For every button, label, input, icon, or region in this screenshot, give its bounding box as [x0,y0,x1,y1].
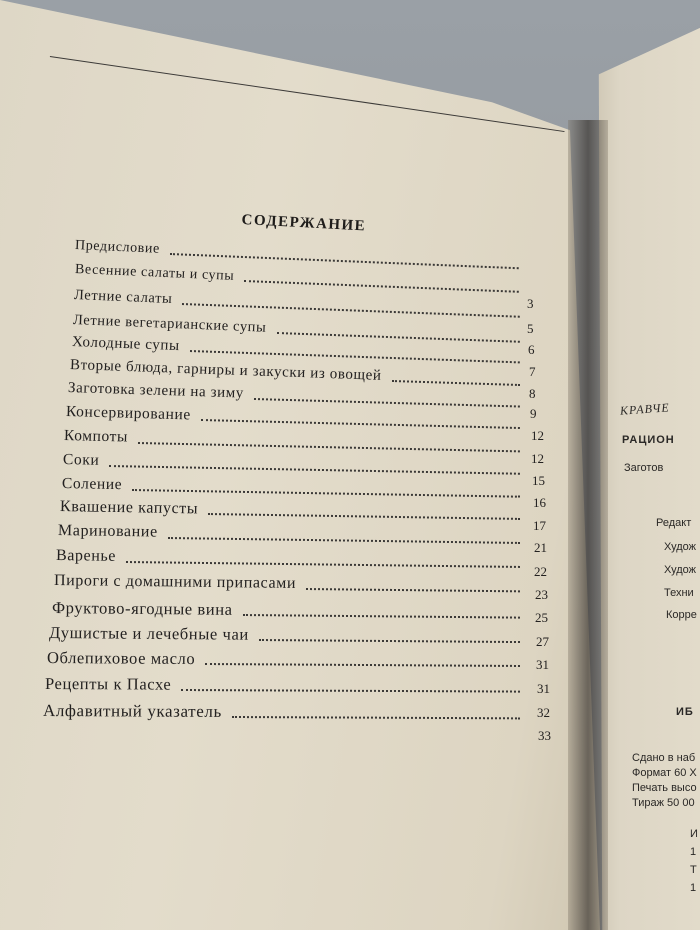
credit-line: Редакт [656,517,692,529]
ib-mark: ИБ [676,706,694,718]
toc-entry-title: Алфавитный указатель [42,701,222,721]
toc-dot-leader [181,689,520,693]
credit-line: Худож [664,564,697,576]
toc-entry-page: 22 [534,564,547,579]
toc-entry-title: Фруктово-ягодные вина [51,598,233,619]
toc-entry-page: 32 [537,705,550,720]
toc-dot-leader [392,380,520,386]
toc-entry-title: Варенье [55,547,117,565]
imprint-tail: 1 [690,882,697,894]
toc-entry-page: 3 [527,296,534,311]
toc-dot-leader [170,253,519,269]
credit-line: Корре [666,609,697,621]
toc-dot-leader [182,303,520,318]
credit-line: Техни [664,587,694,599]
toc-dot-leader [208,513,520,520]
toc-dot-leader [277,332,520,343]
toc-dot-leader [126,561,520,568]
toc-entry-page: 17 [533,518,546,533]
toc-entry-page: 31 [537,681,550,696]
toc-entry-page: 23 [535,587,548,602]
author-name-fragment: КРАВЧЕ [619,400,671,418]
toc-entry-page: 12 [531,428,544,443]
toc-entry-title: Облепиховое масло [46,648,196,669]
toc-entry-title: Заготовка зелени на зиму [67,380,245,402]
toc-dot-leader [244,280,519,293]
contents-heading: СОДЕРЖАНИЕ [241,212,367,235]
toc-entry-page: 27 [536,634,549,649]
toc-entry-page: 21 [534,540,547,555]
toc-entry-title: Весенние салаты и супы [74,262,235,284]
toc-entry-title: Душистые и лечебные чаи [48,623,249,644]
book-subtitle-fragment: Заготов [624,462,664,474]
toc-dot-leader [132,489,520,498]
imprint-line: Тираж 50 00 [632,797,695,809]
toc-entry-page: 9 [530,406,537,421]
toc-entry-page: 31 [536,657,549,672]
toc-dot-leader [138,442,520,452]
toc-entry-title: Вторые блюда, гарниры и закуски из овощей [69,357,382,384]
toc-entry-title: Летние вегетарианские супы [72,312,267,336]
toc-dot-leader [109,465,520,475]
imprint-line: Формат 60 Х [632,767,697,779]
toc-dot-leader [259,639,520,643]
imprint-tail: Т [690,864,697,876]
toc-entry-title: Маринование [57,522,158,541]
toc-entry-title: Квашение капусты [59,498,199,518]
toc-dot-leader [243,614,520,619]
toc-dot-leader [190,350,520,363]
toc-entry-page: 16 [533,495,546,510]
imprint-line: Сдано в наб [632,752,696,764]
toc-entry-page: 6 [528,342,535,357]
toc-dot-leader [232,716,520,719]
toc-dot-leader [168,537,520,544]
toc-entry-page: 25 [535,610,548,625]
imprint-tail: И [690,828,698,840]
toc-entry-title: Компоты [63,427,129,446]
toc-entry-page: 8 [529,386,536,401]
toc-dot-leader [205,663,520,667]
imprint-line: Печать высо [632,782,697,794]
toc-entry-title: Соки [62,451,100,469]
toc-entry-page: 12 [531,451,544,466]
credit-line: Худож [664,541,697,553]
toc-entry-title: Предисловие [74,238,161,257]
toc-entry-page: 33 [538,728,551,743]
toc-dot-leader [254,398,520,408]
book-title-fragment: РАЦИОН [622,434,675,446]
toc-entry-title: Консервирование [65,403,192,424]
toc-entry-page: 5 [527,321,534,336]
toc-dot-leader [306,588,520,592]
toc-entry-page: 7 [529,364,536,379]
toc-entry-title: Пироги с домашними припасами [53,572,297,592]
toc-entry-title: Рецепты к Пасхе [44,674,172,694]
imprint-tail: 1 [690,846,697,858]
toc-entry-title: Холодные супы [71,334,181,355]
toc-entry-title: Соление [61,475,123,494]
toc-entry-page: 15 [532,473,545,488]
toc-dot-leader [201,419,520,429]
toc-entry-title: Летние салаты [73,287,173,308]
